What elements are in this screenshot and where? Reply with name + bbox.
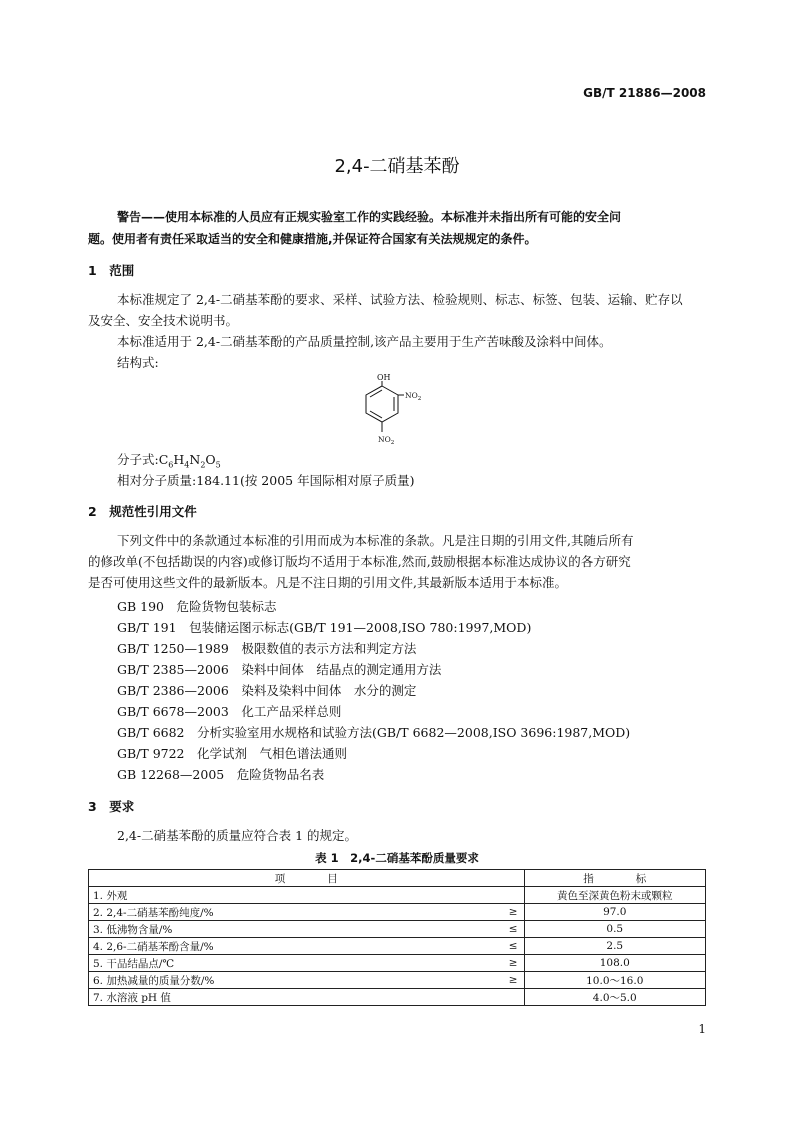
row-item: 1. 外观 [89, 887, 492, 904]
row-symbol: ≤ [492, 921, 525, 938]
table-row [89, 921, 706, 938]
no2-bottom-label: $NO_2$ [378, 435, 395, 446]
row-item: 6. 加热减量的质量分数/% [89, 972, 492, 989]
warning-line-2: 题。使用者有责任采取适当的安全和健康措施,并保证符合国家有关法规规定的条件。 [88, 232, 537, 246]
scope-para-2: 本标准适用于 2,4-二硝基苯酚的产品质量控制,该产品主要用于生产苦味酸及涂料中间体。 [117, 334, 612, 349]
section-3-heading: 3 要求 [88, 799, 135, 814]
row-symbol [492, 989, 525, 1006]
reference-item: GB/T 191 包装储运图示标志(GB/T 191—2008,ISO 780:1997,MOD) [117, 620, 532, 635]
structure-label: 结构式: [117, 355, 159, 370]
reference-item: GB 12268—2005 危险货物品名表 [117, 767, 325, 782]
oh-label: OH [377, 373, 391, 382]
reference-item: GB/T 6678—2003 化工产品采样总则 [117, 704, 342, 719]
scope-para-1-line-2: 及安全、安全技术说明书。 [88, 313, 239, 328]
table-row [89, 904, 706, 921]
row-item: 4. 2,6-二硝基苯酚含量/% [89, 938, 492, 955]
benzene-ring [366, 386, 398, 422]
molecular-formula: 分子式$:C_6H_4N_2O_5$ [117, 452, 221, 470]
table-caption: 表 1 2,4-二硝基苯酚质量要求 [315, 851, 479, 865]
section-1-heading: 1 范围 [88, 263, 135, 278]
row-value: 0.5 [524, 921, 705, 938]
table-row [89, 938, 706, 955]
standard-code: GB/T 21886—2008 [583, 86, 706, 100]
no2-side-label: $NO_2$ [405, 391, 422, 402]
reference-item: GB/T 2385—2006 染料中间体 结晶点的测定通用方法 [117, 662, 442, 677]
references-para-line-3: 是否可使用这些文件的最新版本。凡是不注日期的引用文件,其最新版本适用于本标准。 [88, 575, 567, 590]
molecular-mass: 相对分子质量:184.11(按 2005 年国际相对原子质量) [117, 473, 415, 488]
row-value: 2.5 [524, 938, 705, 955]
references-para-line-2: 的修改单(不包括勘误的内容)或修订版均不适用于本标准,然而,鼓励根据本标准达成协议的各方研究 [88, 554, 631, 569]
reference-item: GB/T 2386—2006 染料及染料中间体 水分的测定 [117, 683, 417, 698]
references-para-line-1: 下列文件中的条款通过本标准的引用而成为本标准的条款。凡是注日期的引用文件,其随后所有 [117, 533, 634, 548]
section-2-heading: 2 规范性引用文件 [88, 504, 197, 519]
page-number: 1 [698, 1022, 706, 1036]
scope-para-1-line-1: 本标准规定了 2,4-二硝基苯酚的要求、采样、试验方法、检验规则、标志、标签、包装、运输、贮存以 [117, 292, 683, 307]
row-symbol [492, 887, 525, 904]
table-row [89, 972, 706, 989]
row-value: 10.0～16.0 [524, 972, 705, 989]
reference-item: GB/T 9722 化学试剂 气相色谱法通则 [117, 746, 348, 761]
table-row [89, 887, 706, 904]
row-symbol: ≥ [492, 904, 525, 921]
row-value: 黄色至深黄色粉末或颗粒 [524, 887, 705, 904]
row-item: 3. 低沸物含量/% [89, 921, 492, 938]
row-symbol: ≥ [492, 955, 525, 972]
column-header-item: 项 目 [89, 870, 525, 887]
row-item: 7. 水溶液 pH 值 [89, 989, 492, 1006]
row-item: 2. 2,4-二硝基苯酚纯度/% [89, 904, 492, 921]
reference-item: GB 190 危险货物包装标志 [117, 599, 277, 614]
reference-item: GB/T 1250—1989 极限数值的表示方法和判定方法 [117, 641, 417, 656]
row-symbol: ≥ [492, 972, 525, 989]
reference-item: GB/T 6682 分析实验室用水规格和试验方法(GB/T 6682—2008,ISO 3696:1987,MOD) [117, 725, 631, 740]
warning-line-1: 警告——使用本标准的人员应有正规实验室工作的实践经验。本标准并未指出所有可能的安全问 [117, 210, 622, 224]
row-value: 4.0～5.0 [524, 989, 705, 1006]
row-symbol: ≤ [492, 938, 525, 955]
column-header-value: 指 标 [524, 870, 705, 887]
quality-requirements-table [88, 869, 706, 1006]
row-value: 97.0 [524, 904, 705, 921]
page-title: 2,4-二硝基苯酚 [334, 156, 460, 177]
row-item: 5. 干品结晶点/℃ [89, 955, 492, 972]
table-header-row [89, 870, 706, 887]
structural-formula [352, 372, 442, 454]
row-value: 108.0 [524, 955, 705, 972]
requirements-para: 2,4-二硝基苯酚的质量应符合表 1 的规定。 [117, 828, 358, 843]
table-row [89, 989, 706, 1006]
table-row [89, 955, 706, 972]
